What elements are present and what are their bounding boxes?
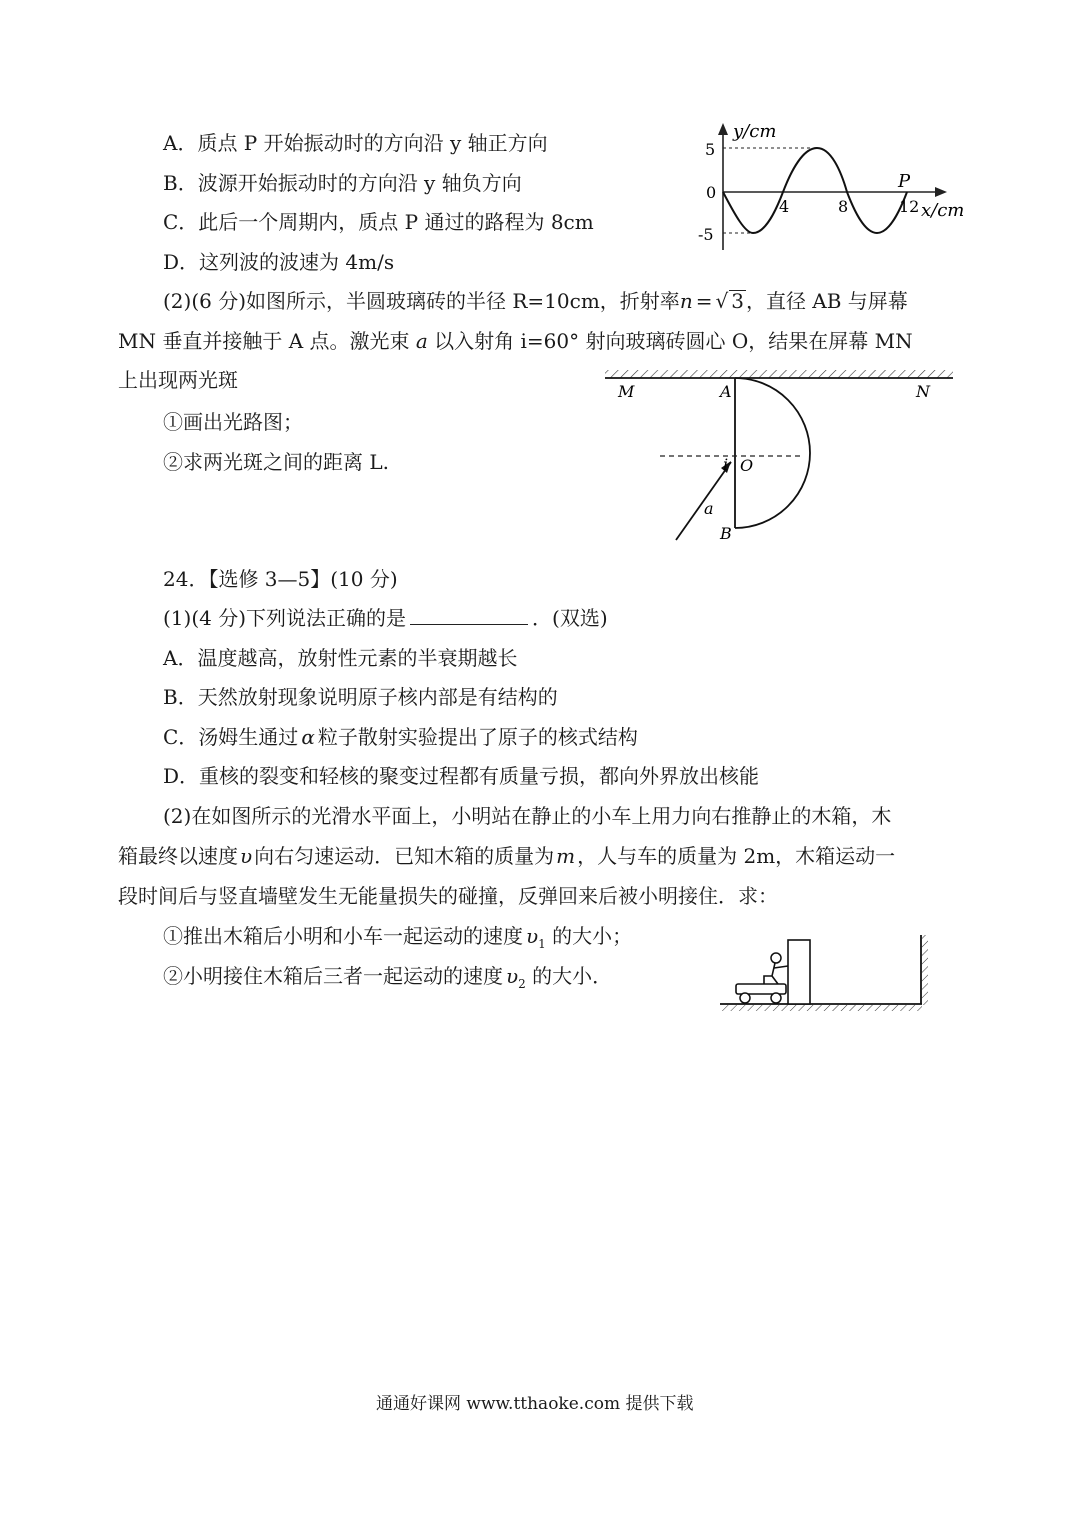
label-a-point: A: [720, 382, 732, 401]
q24-option-c: C．汤姆生通过 α 粒子散射实验提出了原子的核式结构: [163, 725, 638, 749]
label-b-point: B: [720, 524, 732, 543]
cart-box-wall-figure: [718, 930, 958, 1020]
q23-sub1: ①画出光路图；: [163, 410, 303, 434]
q23-option-d: D．这列波的波速为 4m/s: [163, 250, 395, 274]
y-tick-5: 5: [705, 140, 716, 159]
q24-option-a: A．温度越高，放射性元素的半衰期越长: [163, 646, 518, 670]
x-axis-label: x/cm: [921, 200, 965, 221]
q24-option-d: D．重核的裂变和轻核的聚变过程都有质量亏损，都向外界放出核能: [163, 764, 760, 788]
x-tick-8: 8: [838, 197, 849, 216]
q24-part2-line2: 箱最终以速度 υ 向右匀速运动．已知木箱的质量为 m ，人与车的质量为 2m，木箱运动一: [118, 844, 896, 868]
person-body: [764, 963, 788, 984]
q23-part2-line1: (2)(6 分)如图所示，半圆玻璃砖的半径 R=10cm，折射率n = √ 3 ，直径 AB 与屏幕: [163, 289, 908, 313]
point-p-label: P: [898, 171, 911, 192]
label-m: M: [618, 382, 635, 401]
page-footer: 通通好课网 www.tthaoke.com 提供下载: [376, 1394, 694, 1414]
label-i: i: [723, 455, 729, 474]
y-tick-neg5: -5: [698, 225, 714, 244]
q24-part1: (1)(4 分)下列说法正确的是 ．(双选): [163, 606, 608, 630]
q23-option-b: B．波源开始振动时的方向沿 y 轴负方向: [163, 171, 522, 195]
q24-option-b: B．天然放射现象说明原子核内部是有结构的: [163, 685, 558, 709]
x-tick-4: 4: [779, 197, 790, 216]
q23-part2-line2: MN 垂直并接触于 A 点。激光束 a 以入射角 i=60° 射向玻璃砖圆心 O，结果在屏幕 MN: [118, 329, 913, 353]
q24-part2-line1: (2)在如图所示的光滑水平面上，小明站在静止的小车上用力向右推静止的木箱，木: [163, 804, 892, 828]
q24-title: 24．【选修 3—5】(10 分): [163, 567, 398, 591]
y-axis-label: y/cm: [733, 121, 777, 142]
q24-sub1: ①推出木箱后小明和小车一起运动的速度 $\upsilon_1$ 的大小；: [163, 924, 633, 951]
label-ray-a: a: [704, 499, 714, 518]
label-o: O: [740, 456, 754, 475]
q23-sub2: ②求两光斑之间的距离 L.: [163, 450, 389, 474]
q23-option-a: A．质点 P 开始振动时的方向沿 y 轴正方向: [163, 131, 548, 155]
q24-sub2: ②小明接住木箱后三者一起运动的速度 $\upsilon_2$ 的大小．: [163, 964, 613, 991]
semicircle: [735, 378, 810, 528]
label-n: N: [916, 382, 930, 401]
q23-option-c: C．此后一个周期内，质点 P 通过的路程为 8cm: [163, 210, 594, 234]
x-tick-12: 12: [899, 197, 920, 216]
person-head: [771, 953, 781, 963]
wave-figure: [695, 115, 975, 265]
answer-blank: [410, 606, 528, 625]
glass-brick-figure: [600, 368, 960, 548]
y-tick-0: 0: [706, 183, 717, 202]
wooden-box: [788, 940, 810, 1004]
q23-part2-line3: 上出现两光斑: [118, 368, 238, 392]
q24-part2-line3: 段时间后与竖直墙壁发生无能量损失的碰撞，反弹回来后被小明接住．求：: [118, 884, 778, 908]
wave-curve: [723, 148, 907, 233]
